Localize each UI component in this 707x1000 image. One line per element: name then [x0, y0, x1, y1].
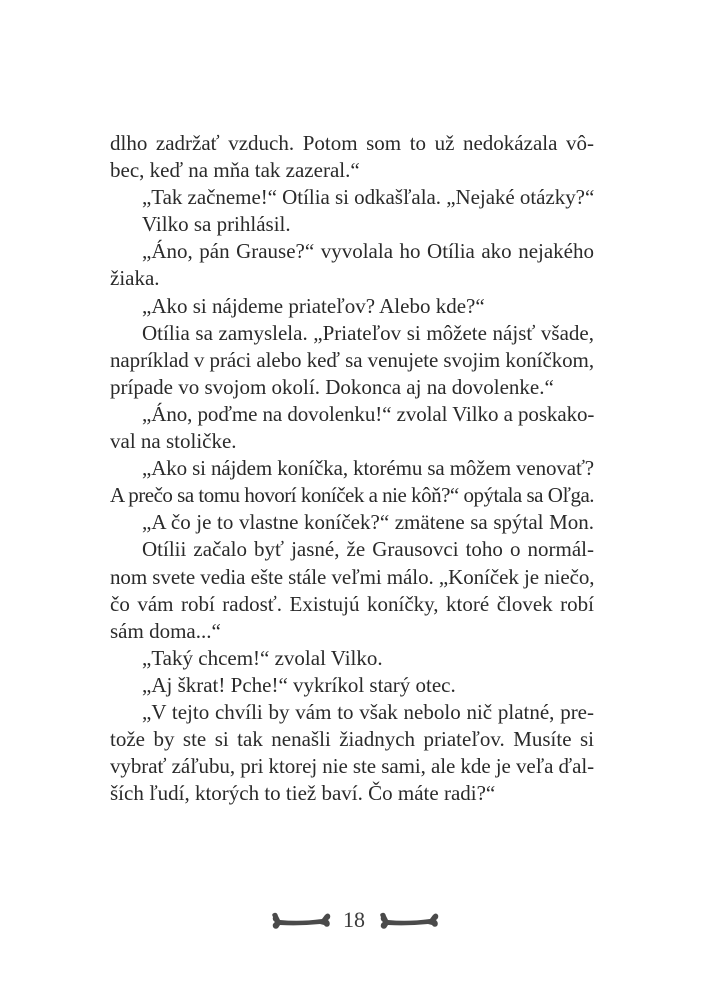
text-line: nom svete vedia ešte stále veľmi málo. „Koníček je niečo,	[110, 564, 595, 589]
text-line: žiaka.	[110, 266, 160, 291]
text-line: napríklad v práci alebo keď sa venujete svojim koníčkom,	[110, 347, 594, 372]
text-line: „Aj škrat! Pche!“ vykríkol starý otec.	[142, 672, 456, 697]
bone-icon-left	[270, 911, 332, 931]
page-footer	[0, 905, 707, 935]
text-line: prípade vo svojom okolí. Dokonca aj na dovolenke.“	[110, 374, 554, 399]
text-line: tože by ste si tak nenašli žiadnych priateľov. Musíte si	[110, 727, 594, 752]
text-line: sám doma...“	[110, 618, 221, 643]
text-line: A prečo sa tomu hovorí koníček a nie kôň?“ opýtala sa Oľga.	[110, 483, 594, 508]
text-line: „Ako si nájdeme priateľov? Alebo kde?“	[142, 293, 485, 318]
text-line: Otílii začalo byť jasné, že Grausovci toho o normál-	[142, 537, 594, 562]
text-line: bec, keď na mňa tak zazeral.“	[110, 158, 360, 183]
text-line: dlho zadržať vzduch. Potom som to už nedokázala vô-	[110, 131, 594, 155]
text-line: „V tejto chvíli by vám to však nebolo nič platné, pre-	[142, 699, 594, 724]
text-line: Vilko sa prihlásil.	[142, 212, 291, 237]
text-line: ších ľudí, ktorých to tiež baví. Čo máte radi?“	[110, 781, 496, 806]
text-line: val na stoličke.	[110, 429, 237, 454]
text-line: „Tak začneme!“ Otília si odkašľala. „Nejaké otázky?“	[142, 185, 595, 210]
text-line: „A čo je to vlastne koníček?“ zmätene sa spýtal Mon.	[142, 510, 594, 535]
text-line: vybrať záľubu, pri ktorej nie ste sami, ale kde je veľa ďal-	[110, 754, 595, 779]
text-line: „Taký chcem!“ zvolal Vilko.	[142, 645, 383, 670]
bone-icon-right	[378, 911, 440, 931]
text-line: Otília sa zamyslela. „Priateľov si môžete nájsť všade,	[142, 320, 594, 345]
text-line: „Áno, poďme na dovolenku!“ zvolal Vilko a poskako-	[142, 401, 595, 426]
page-number: 18	[343, 907, 365, 932]
page-body-text	[110, 130, 594, 807]
text-line: čo vám robí radosť. Existujú koníčky, ktoré človek robí	[110, 591, 594, 616]
text-line: „Áno, pán Grause?“ vyvolala ho Otília ako nejakého	[142, 239, 594, 264]
text-line: „Ako si nájdem koníčka, ktorému sa môžem venovať?	[142, 456, 595, 481]
